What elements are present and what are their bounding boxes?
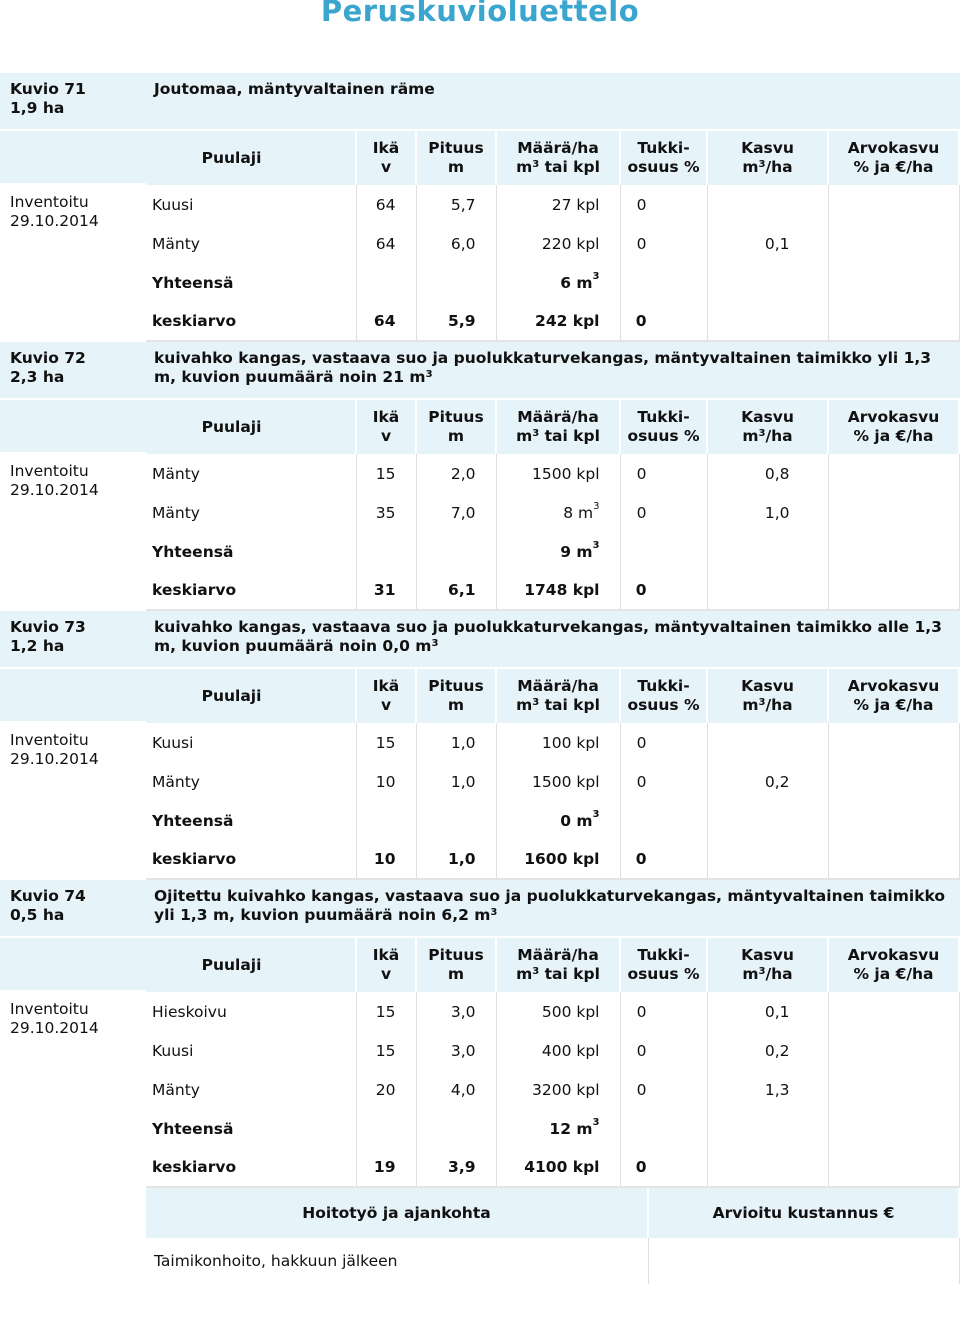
height: 3,0 bbox=[416, 992, 496, 1031]
col-height: Pituus m bbox=[416, 669, 496, 723]
average-label: keskiarvo bbox=[146, 1148, 356, 1187]
average-value-growth bbox=[828, 571, 959, 610]
superscript-3: 3 bbox=[758, 966, 766, 977]
total-volume: 6 $m^3$ bbox=[496, 263, 620, 302]
superscript-3: 3 bbox=[532, 428, 540, 439]
log-share: 0 bbox=[620, 1031, 707, 1070]
col-log-share: Tukki- osuus % bbox=[620, 131, 707, 185]
average-age: 64 bbox=[356, 302, 416, 341]
superscript-3: 3 bbox=[758, 159, 766, 170]
total-empty bbox=[620, 532, 707, 571]
average-value-growth bbox=[828, 840, 959, 879]
value-growth bbox=[828, 992, 959, 1031]
tree-table bbox=[146, 669, 960, 880]
figure-info bbox=[0, 611, 146, 880]
total-empty bbox=[356, 801, 416, 840]
figure-detail bbox=[146, 880, 960, 1284]
inventory-label: Inventoitu bbox=[10, 462, 89, 480]
figure-id bbox=[0, 880, 146, 938]
total-empty bbox=[356, 532, 416, 571]
volume: 1500 kpl bbox=[496, 762, 620, 801]
average-height: 5,9 bbox=[416, 302, 496, 341]
work-task-header: Hoitotyö ja ajankohta bbox=[146, 1188, 648, 1238]
inventory-label: Inventoitu bbox=[10, 193, 89, 211]
age: 10 bbox=[356, 762, 416, 801]
col-value-growth: Arvokasvu % ja €/ha bbox=[828, 938, 959, 992]
header-spacer bbox=[0, 400, 146, 454]
col-value-growth: Arvokasvu % ja €/ha bbox=[828, 669, 959, 723]
log-share: 0 bbox=[620, 1070, 707, 1109]
table-row bbox=[146, 762, 959, 801]
total-empty bbox=[707, 801, 828, 840]
col-height: Pituus m bbox=[416, 131, 496, 185]
col-log-share: Tukki- osuus % bbox=[620, 400, 707, 454]
height: 1,0 bbox=[416, 762, 496, 801]
total-empty bbox=[356, 1109, 416, 1148]
average-row bbox=[146, 302, 959, 341]
tree-table bbox=[146, 938, 960, 1188]
volume: 8 $m^3$ bbox=[496, 493, 620, 532]
inventory-date: 29.10.2014 bbox=[10, 750, 99, 768]
superscript-3: 3 bbox=[592, 270, 600, 282]
log-share: 0 bbox=[620, 185, 707, 224]
value-growth bbox=[828, 185, 959, 224]
age: 64 bbox=[356, 185, 416, 224]
average-growth bbox=[707, 1148, 828, 1187]
work-table bbox=[146, 1188, 960, 1284]
superscript-3: 3 bbox=[425, 369, 433, 380]
average-row bbox=[146, 1148, 959, 1187]
average-age: 31 bbox=[356, 571, 416, 610]
work-header bbox=[146, 1188, 959, 1238]
figure-block bbox=[0, 880, 960, 1284]
figure-number: Kuvio 74 bbox=[10, 887, 86, 905]
figure-area: 2,3 ha bbox=[10, 368, 65, 386]
average-label: keskiarvo bbox=[146, 840, 356, 879]
total-row bbox=[146, 801, 959, 840]
value-growth bbox=[828, 1070, 959, 1109]
volume: 400 kpl bbox=[496, 1031, 620, 1070]
age: 15 bbox=[356, 723, 416, 762]
superscript-3: 3 bbox=[592, 1116, 600, 1128]
average-row bbox=[146, 840, 959, 879]
average-volume: 1748 kpl bbox=[496, 571, 620, 610]
superscript-3: 3 bbox=[532, 966, 540, 977]
total-label: Yhteensä bbox=[146, 1109, 356, 1148]
inventory-label: Inventoitu bbox=[10, 1000, 89, 1018]
growth bbox=[707, 185, 828, 224]
table-row bbox=[146, 1031, 959, 1070]
table-row bbox=[146, 454, 959, 493]
species: Mänty bbox=[146, 1070, 356, 1109]
col-value-growth: Arvokasvu % ja €/ha bbox=[828, 131, 959, 185]
work-row bbox=[146, 1238, 959, 1284]
col-growth: Kasvu $m^3/ha$ bbox=[707, 938, 828, 992]
tree-table bbox=[146, 400, 960, 611]
header-spacer bbox=[0, 131, 146, 185]
col-growth: Kasvu $m^3/ha$ bbox=[707, 669, 828, 723]
total-empty bbox=[416, 1109, 496, 1148]
work-task: Taimikonhoito, hakkuun jälkeen bbox=[146, 1238, 648, 1284]
inventory-info bbox=[0, 185, 146, 231]
figure-id bbox=[0, 611, 146, 669]
total-empty bbox=[620, 263, 707, 302]
col-height: Pituus m bbox=[416, 938, 496, 992]
superscript-3: 3 bbox=[593, 500, 600, 512]
average-log-share: 0 bbox=[620, 1148, 707, 1187]
figure-info bbox=[0, 880, 146, 1284]
average-row bbox=[146, 571, 959, 610]
table-row bbox=[146, 185, 959, 224]
average-volume: 4100 kpl bbox=[496, 1148, 620, 1187]
species: Kuusi bbox=[146, 1031, 356, 1070]
total-empty bbox=[620, 1109, 707, 1148]
average-age: 19 bbox=[356, 1148, 416, 1187]
figure-info bbox=[0, 342, 146, 611]
col-growth: Kasvu $m^3/ha$ bbox=[707, 400, 828, 454]
age: 15 bbox=[356, 992, 416, 1031]
volume: 500 kpl bbox=[496, 992, 620, 1031]
average-log-share: 0 bbox=[620, 302, 707, 341]
total-empty bbox=[707, 1109, 828, 1148]
species: Mänty bbox=[146, 454, 356, 493]
volume: 1500 kpl bbox=[496, 454, 620, 493]
growth: 1,0 bbox=[707, 493, 828, 532]
age: 20 bbox=[356, 1070, 416, 1109]
superscript-3: 3 bbox=[532, 697, 540, 708]
figure-area: 0,5 ha bbox=[10, 906, 65, 924]
figure-description: kuivahko kangas, vastaava suo ja puolukkaturvekangas, mäntyvaltainen taimikko yli 1,3 m, kuvion puumäärä noin 21 $m^3$ bbox=[146, 342, 960, 400]
col-age: Ikä v bbox=[356, 938, 416, 992]
figure-block bbox=[0, 73, 960, 342]
col-volume: Määrä/ha $m^3$ tai kpl bbox=[496, 938, 620, 992]
total-empty bbox=[707, 532, 828, 571]
age: 15 bbox=[356, 454, 416, 493]
superscript-3: 3 bbox=[758, 697, 766, 708]
superscript-3: 3 bbox=[758, 428, 766, 439]
superscript-3: 3 bbox=[592, 808, 600, 820]
inventory-info bbox=[0, 992, 146, 1038]
figure-block bbox=[0, 342, 960, 611]
value-growth bbox=[828, 723, 959, 762]
total-empty bbox=[828, 1109, 959, 1148]
height: 2,0 bbox=[416, 454, 496, 493]
height: 3,0 bbox=[416, 1031, 496, 1070]
average-label: keskiarvo bbox=[146, 302, 356, 341]
figure-detail bbox=[146, 342, 960, 611]
average-log-share: 0 bbox=[620, 840, 707, 879]
figure-description: kuivahko kangas, vastaava suo ja puolukkaturvekangas, mäntyvaltainen taimikko alle 1,3 m, kuvion puumäärä noin 0,0 $m^3$ bbox=[146, 611, 960, 669]
table-row bbox=[146, 992, 959, 1031]
col-species: Puulaji bbox=[146, 669, 356, 723]
col-log-share: Tukki- osuus % bbox=[620, 669, 707, 723]
total-row bbox=[146, 532, 959, 571]
log-share: 0 bbox=[620, 723, 707, 762]
total-empty bbox=[828, 263, 959, 302]
total-label: Yhteensä bbox=[146, 263, 356, 302]
average-height: 6,1 bbox=[416, 571, 496, 610]
average-growth bbox=[707, 571, 828, 610]
average-volume: 242 kpl bbox=[496, 302, 620, 341]
figure-area: 1,9 ha bbox=[10, 99, 65, 117]
inventory-date: 29.10.2014 bbox=[10, 212, 99, 230]
figure-number: Kuvio 72 bbox=[10, 349, 86, 367]
superscript-3: 3 bbox=[532, 159, 540, 170]
total-empty bbox=[416, 801, 496, 840]
average-growth bbox=[707, 302, 828, 341]
figure-description: Joutomaa, mäntyvaltainen räme bbox=[146, 73, 960, 131]
figure-info bbox=[0, 73, 146, 342]
value-growth bbox=[828, 224, 959, 263]
species: Kuusi bbox=[146, 185, 356, 224]
average-label: keskiarvo bbox=[146, 571, 356, 610]
superscript-3: 3 bbox=[592, 539, 600, 551]
col-species: Puulaji bbox=[146, 400, 356, 454]
average-age: 10 bbox=[356, 840, 416, 879]
volume: 220 kpl bbox=[496, 224, 620, 263]
inventory-date: 29.10.2014 bbox=[10, 1019, 99, 1037]
header-spacer bbox=[0, 669, 146, 723]
total-empty bbox=[416, 263, 496, 302]
header-spacer bbox=[0, 938, 146, 992]
col-log-share: Tukki- osuus % bbox=[620, 938, 707, 992]
col-age: Ikä v bbox=[356, 131, 416, 185]
table-header bbox=[146, 131, 959, 185]
value-growth bbox=[828, 762, 959, 801]
col-height: Pituus m bbox=[416, 400, 496, 454]
height: 4,0 bbox=[416, 1070, 496, 1109]
superscript-3: 3 bbox=[431, 638, 439, 649]
age: 15 bbox=[356, 1031, 416, 1070]
volume: 27 kpl bbox=[496, 185, 620, 224]
species: Mänty bbox=[146, 224, 356, 263]
average-volume: 1600 kpl bbox=[496, 840, 620, 879]
volume: 100 kpl bbox=[496, 723, 620, 762]
species: Hieskoivu bbox=[146, 992, 356, 1031]
log-share: 0 bbox=[620, 992, 707, 1031]
age: 35 bbox=[356, 493, 416, 532]
table-header bbox=[146, 669, 959, 723]
inventory-label: Inventoitu bbox=[10, 731, 89, 749]
table-row bbox=[146, 224, 959, 263]
average-value-growth bbox=[828, 302, 959, 341]
page-title: Peruskuvioluettelo bbox=[320, 0, 640, 28]
growth: 0,1 bbox=[707, 992, 828, 1031]
total-volume: 9 $m^3$ bbox=[496, 532, 620, 571]
growth: 0,8 bbox=[707, 454, 828, 493]
growth: 0,1 bbox=[707, 224, 828, 263]
species: Mänty bbox=[146, 493, 356, 532]
figure-number: Kuvio 71 bbox=[10, 80, 86, 98]
growth: 0,2 bbox=[707, 762, 828, 801]
height: 6,0 bbox=[416, 224, 496, 263]
growth: 0,2 bbox=[707, 1031, 828, 1070]
height: 7,0 bbox=[416, 493, 496, 532]
figure-area: 1,2 ha bbox=[10, 637, 65, 655]
figure-id bbox=[0, 342, 146, 400]
work-cost bbox=[648, 1238, 959, 1284]
average-height: 3,9 bbox=[416, 1148, 496, 1187]
inventory-info bbox=[0, 454, 146, 500]
average-log-share: 0 bbox=[620, 571, 707, 610]
total-row bbox=[146, 1109, 959, 1148]
table-row bbox=[146, 493, 959, 532]
height: 5,7 bbox=[416, 185, 496, 224]
log-share: 0 bbox=[620, 224, 707, 263]
growth bbox=[707, 723, 828, 762]
average-height: 1,0 bbox=[416, 840, 496, 879]
figure-detail bbox=[146, 73, 960, 342]
col-volume: Määrä/ha $m^3$ tai kpl bbox=[496, 669, 620, 723]
col-age: Ikä v bbox=[356, 400, 416, 454]
total-volume: 0 $m^3$ bbox=[496, 801, 620, 840]
col-value-growth: Arvokasvu % ja €/ha bbox=[828, 400, 959, 454]
table-header bbox=[146, 938, 959, 992]
figure-description: Ojitettu kuivahko kangas, vastaava suo ja puolukkaturvekangas, mäntyvaltainen taimikko yli 1,3 m, kuvion puumäärä noin 6,2 $m^3$ bbox=[146, 880, 960, 938]
col-growth: Kasvu $m^3/ha$ bbox=[707, 131, 828, 185]
col-volume: Määrä/ha $m^3$ tai kpl bbox=[496, 400, 620, 454]
total-label: Yhteensä bbox=[146, 801, 356, 840]
figure-id bbox=[0, 73, 146, 131]
total-label: Yhteensä bbox=[146, 532, 356, 571]
total-empty bbox=[828, 801, 959, 840]
tree-table bbox=[146, 131, 960, 342]
total-empty bbox=[707, 263, 828, 302]
figure-number: Kuvio 73 bbox=[10, 618, 86, 636]
col-species: Puulaji bbox=[146, 131, 356, 185]
table-row bbox=[146, 723, 959, 762]
figure-detail bbox=[146, 611, 960, 880]
superscript-3: 3 bbox=[490, 907, 498, 918]
total-empty bbox=[828, 532, 959, 571]
average-growth bbox=[707, 840, 828, 879]
figure-list bbox=[0, 73, 960, 1284]
total-empty bbox=[356, 263, 416, 302]
total-empty bbox=[620, 801, 707, 840]
log-share: 0 bbox=[620, 762, 707, 801]
col-age: Ikä v bbox=[356, 669, 416, 723]
table-row bbox=[146, 1070, 959, 1109]
inventory-info bbox=[0, 723, 146, 769]
value-growth bbox=[828, 454, 959, 493]
average-value-growth bbox=[828, 1148, 959, 1187]
volume: 3200 kpl bbox=[496, 1070, 620, 1109]
log-share: 0 bbox=[620, 454, 707, 493]
height: 1,0 bbox=[416, 723, 496, 762]
growth: 1,3 bbox=[707, 1070, 828, 1109]
total-row bbox=[146, 263, 959, 302]
work-cost-header: Arvioitu kustannus € bbox=[648, 1188, 959, 1238]
species: Mänty bbox=[146, 762, 356, 801]
value-growth bbox=[828, 1031, 959, 1070]
col-volume: Määrä/ha $m^3$ tai kpl bbox=[496, 131, 620, 185]
inventory-date: 29.10.2014 bbox=[10, 481, 99, 499]
age: 64 bbox=[356, 224, 416, 263]
species: Kuusi bbox=[146, 723, 356, 762]
table-header bbox=[146, 400, 959, 454]
total-volume: 12 $m^3$ bbox=[496, 1109, 620, 1148]
log-share: 0 bbox=[620, 493, 707, 532]
figure-block bbox=[0, 611, 960, 880]
col-species: Puulaji bbox=[146, 938, 356, 992]
total-empty bbox=[416, 532, 496, 571]
value-growth bbox=[828, 493, 959, 532]
